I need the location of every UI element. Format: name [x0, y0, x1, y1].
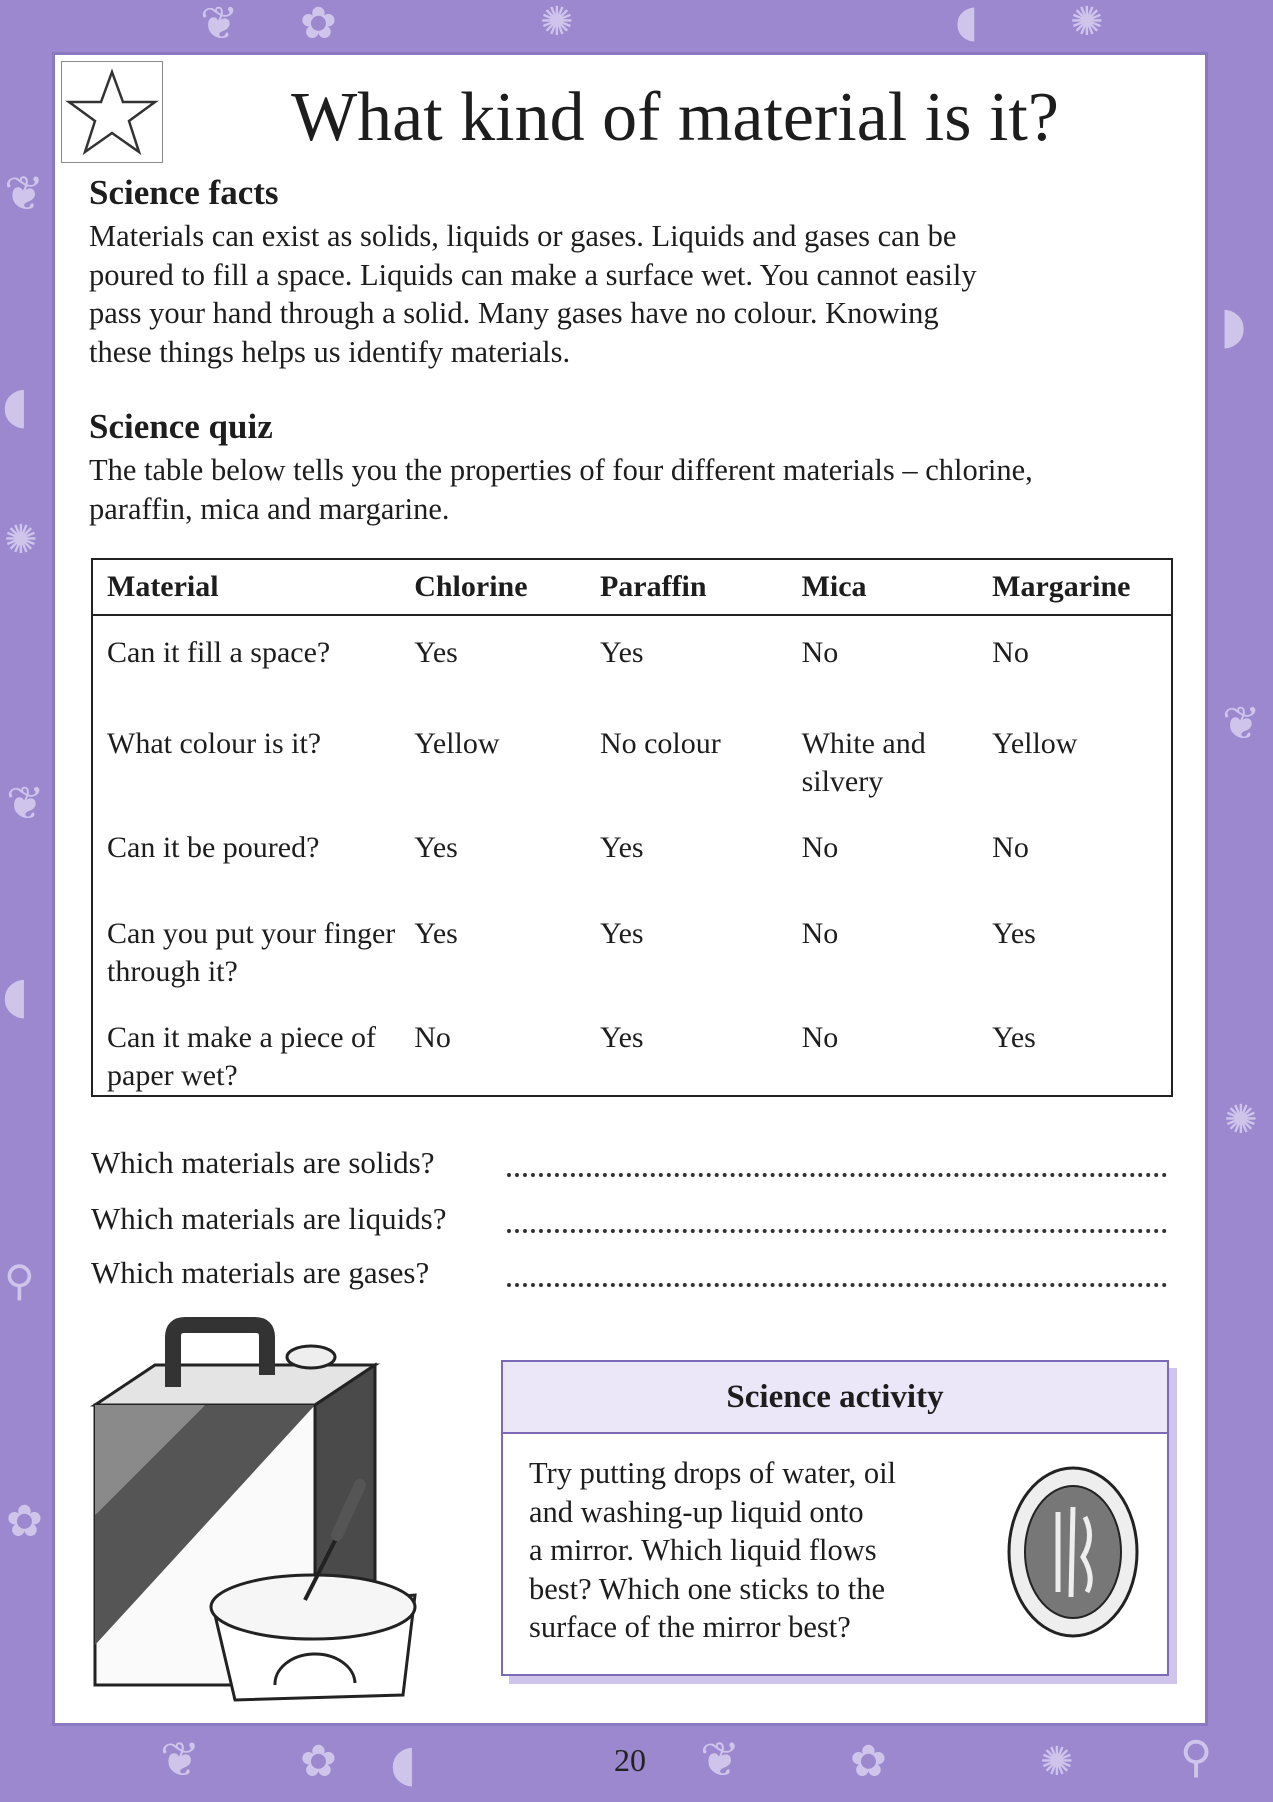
column-header: Paraffin [586, 559, 788, 615]
activity-line: best? Which one sticks to the [529, 1571, 886, 1606]
column-header: Margarine [978, 559, 1172, 615]
value-cell: Yes [599, 636, 644, 669]
answer-line-liquids[interactable] [507, 1229, 1167, 1233]
leaf-icon: ❦ [4, 166, 45, 222]
fly-icon: ✺ [4, 517, 38, 563]
fly-icon: ✺ [1224, 1097, 1258, 1143]
facts-line: these things helps us identify materials. [89, 334, 571, 369]
property-cell: What colour is it? [107, 727, 322, 760]
value-cell: White and silvery [801, 727, 926, 798]
page-number: 20 [614, 1742, 646, 1778]
activity-line: surface of the mirror best? [529, 1610, 851, 1644]
activity-line: Try putting drops of water, oil [529, 1456, 897, 1490]
quiz-line: The table below tells you the properties of four different materials – chlorine, [89, 453, 1033, 487]
magnet-icon: ◖ [955, 0, 979, 47]
leaf-icon: ❦ [6, 776, 45, 830]
answer-line-solids[interactable] [507, 1173, 1167, 1177]
frog-icon: ✿ [300, 1736, 337, 1787]
magnifier-icon: ⚲ [1180, 1732, 1213, 1783]
leaf-icon: ❦ [700, 1732, 741, 1788]
frog-icon: ✿ [300, 0, 337, 49]
question-solids: Which materials are solids? [91, 1145, 435, 1180]
value-cell: Yes [414, 831, 458, 864]
value-cell: No [414, 1021, 451, 1054]
question-gases: Which materials are gases? [91, 1255, 430, 1290]
science-quiz-heading: Science quiz [89, 407, 273, 446]
value-cell: No colour [599, 727, 721, 760]
value-cell: Yes [414, 636, 458, 669]
value-cell: Yes [599, 917, 644, 950]
science-facts-text [89, 217, 1179, 371]
activity-line: a mirror. Which liquid flows [529, 1533, 877, 1567]
science-facts-heading: Science facts [89, 173, 279, 212]
quiz-line: paraffin, mica and margarine. [89, 491, 450, 526]
table-row [92, 1001, 1172, 1096]
facts-line: poured to fill a space. Liquids can make a surface wet. You cannot easily [89, 257, 977, 292]
magnet-icon: ◖ [2, 376, 29, 434]
value-cell: No [992, 636, 1029, 669]
activity-text [529, 1454, 896, 1647]
value-cell: Yellow [414, 727, 500, 760]
star-badge [61, 61, 163, 163]
fly-icon: ✺ [1040, 1739, 1074, 1785]
activity-heading: Science activity [503, 1362, 1167, 1434]
magnet-icon: ◗ [1220, 296, 1247, 354]
leaf-icon: ❦ [1222, 696, 1261, 750]
table-row [92, 897, 1172, 1001]
value-cell: No [992, 831, 1029, 864]
fly-icon: ✺ [540, 0, 574, 45]
answer-line-gases[interactable] [507, 1283, 1167, 1287]
table-row [92, 615, 1172, 707]
column-header: Material [92, 559, 400, 615]
table-header-row [92, 559, 1172, 615]
science-quiz-text [89, 451, 1179, 528]
worksheet-page [52, 52, 1208, 1726]
value-cell: Yes [992, 1021, 1036, 1054]
magnet-icon: ◖ [2, 966, 29, 1024]
leaf-icon: ❦ [160, 1732, 201, 1788]
property-cell: Can it make a piece of paper wet? [107, 1021, 377, 1092]
value-cell: Yes [599, 831, 644, 864]
value-cell: No [801, 917, 839, 950]
science-activity-box [501, 1360, 1169, 1676]
facts-line: pass your hand through a solid. Many gases have no colour. Knowing [89, 296, 939, 330]
value-cell: Yes [992, 917, 1036, 950]
value-cell: Yes [599, 1021, 644, 1054]
table-row [92, 811, 1172, 897]
margarine-illustration [85, 1315, 445, 1705]
value-cell: No [801, 1021, 839, 1054]
mirror-icon [1003, 1462, 1143, 1642]
column-header: Chlorine [400, 559, 586, 615]
property-cell: Can you put your finger through it? [107, 917, 396, 988]
page-title: What kind of material is it? [291, 79, 1059, 156]
star-icon [62, 62, 162, 162]
materials-table [91, 558, 1173, 1097]
column-header: Mica [788, 559, 979, 615]
question-liquids: Which materials are liquids? [91, 1201, 447, 1236]
value-cell: Yes [414, 917, 458, 950]
property-cell: Can it be poured? [107, 831, 320, 864]
facts-line: Materials can exist as solids, liquids or gases. Liquids and gases can be [89, 219, 957, 253]
magnet-icon: ◖ [390, 1734, 417, 1792]
value-cell: No [801, 831, 839, 864]
property-cell: Can it fill a space? [107, 636, 331, 669]
value-cell: No [801, 636, 839, 669]
table-row [92, 707, 1172, 811]
value-cell: Yellow [992, 727, 1078, 760]
leaf-icon: ❦ [200, 0, 239, 50]
frog-icon: ✿ [6, 1496, 43, 1547]
magnifier-icon: ⚲ [4, 1256, 35, 1305]
frog-icon: ✿ [850, 1736, 887, 1787]
activity-line: and washing-up liquid onto [529, 1494, 864, 1529]
fly-icon: ✺ [1070, 0, 1104, 45]
